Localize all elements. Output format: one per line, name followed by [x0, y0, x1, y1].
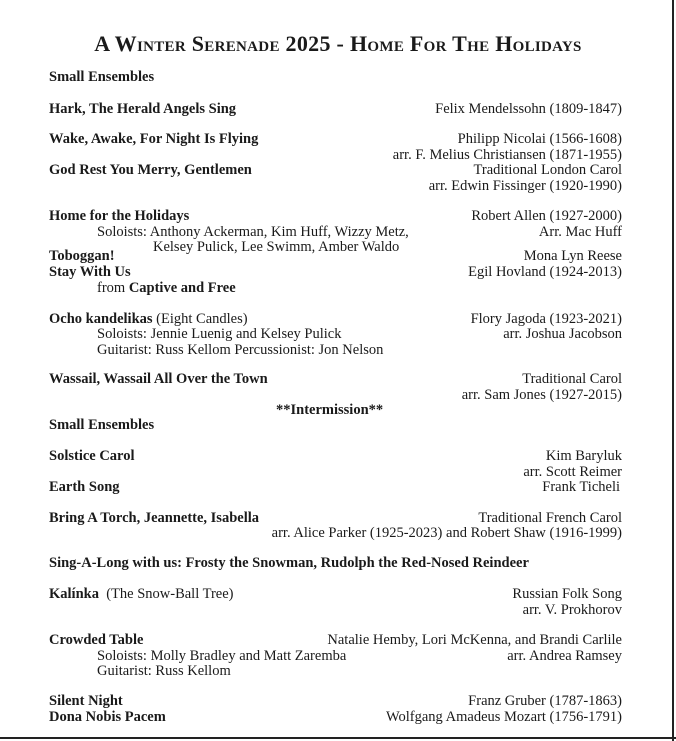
piece-title: Ocho kandelikas [49, 311, 153, 327]
piece-title: Solstice Carol [49, 448, 135, 464]
composer: Flory Jagoda (1923-2021) [470, 311, 622, 327]
composer: Wolfgang Amadeus Mozart (1756-1791) [385, 709, 622, 725]
arranger: arr. Edwin Fissinger (1920-1990) [428, 178, 622, 194]
arranger: arr. Joshua Jacobson [503, 326, 622, 342]
composer: Felix Mendelssohn (1809-1847) [435, 101, 622, 117]
arranger: arr. Alice Parker (1925-2023) and Robert Shaw (1916-1999) [271, 525, 622, 541]
piece-title: Wassail, Wassail All Over the Town [49, 371, 268, 387]
composer: Philipp Nicolai (1566-1608) [457, 131, 622, 147]
piece-subtitle: (The Snow-Ball Tree) [106, 586, 234, 602]
from-label: from [97, 280, 126, 296]
piece-title: Stay With Us [49, 264, 131, 280]
program-title: A Winter Serenade 2025 - Home For The Holidays [94, 31, 582, 56]
composer: Traditional London Carol [473, 162, 622, 178]
soloists: Soloists: Anthony Ackerman, Kim Huff, Wizzy Metz, [97, 224, 409, 240]
arranger: arr. Sam Jones (1927-2015) [461, 387, 622, 403]
piece-subtitle: (Eight Candles) [156, 311, 248, 327]
piece-title: Kalínka [49, 586, 99, 602]
composer: Egil Hovland (1924-2013) [468, 264, 622, 280]
composer: Kim Baryluk [545, 448, 622, 464]
arranger: arr. Andrea Ramsey [507, 648, 622, 664]
soloists: Soloists: Molly Bradley and Matt Zaremba [97, 648, 347, 664]
composer: Frank Ticheli [542, 479, 620, 495]
composer: Natalie Hemby, Lori McKenna, and Brandi Carlile [327, 632, 622, 648]
source-work [97, 280, 236, 297]
piece-title: Wake, Awake, For Night Is Flying [49, 131, 259, 147]
composer: Robert Allen (1927-2000) [471, 208, 622, 224]
composer: Traditional Carol [522, 371, 622, 387]
composer: Mona Lyn Reese [523, 248, 622, 264]
arranger: arr. V. Prokhorov [522, 602, 622, 618]
arranger: arr. Scott Reimer [523, 464, 622, 480]
arranger: arr. F. Melius Christiansen (1871-1955) [392, 147, 622, 163]
piece-line [49, 586, 233, 603]
composer: Russian Folk Song [512, 586, 622, 602]
piece-title: Toboggan! [49, 248, 115, 264]
piece-title: Dona Nobis Pacem [49, 709, 166, 725]
piece-title: Earth Song [49, 479, 120, 495]
soloists: Soloists: Jennie Luenig and Kelsey Pulick [97, 326, 342, 342]
piece-title: Crowded Table [49, 632, 144, 648]
source-title: Captive and Free [128, 280, 236, 296]
piece-title: God Rest You Merry, Gentlemen [49, 162, 252, 178]
sing-along: Sing-A-Long with us: Frosty the Snowman, Rudolph the Red-Nosed Reindeer [49, 555, 529, 571]
arranger: Arr. Mac Huff [538, 224, 622, 240]
composer: Franz Gruber (1787-1863) [468, 693, 622, 709]
page-border-bottom [0, 737, 676, 739]
composer: Traditional French Carol [478, 510, 622, 526]
piece-title: Bring A Torch, Jeannette, Isabella [49, 510, 260, 526]
soloists-cont: Kelsey Pulick, Lee Swimm, Amber Waldo [153, 239, 400, 255]
instrumentalists: Guitarist: Russ Kellom [97, 663, 231, 679]
section-heading: Small Ensembles [49, 69, 155, 85]
instrumentalists: Guitarist: Russ Kellom Percussionist: Jon Nelson [97, 342, 384, 358]
piece-title: Home for the Holidays [49, 208, 190, 224]
section-heading: Small Ensembles [49, 417, 155, 433]
intermission: **Intermission** [276, 402, 384, 418]
piece-title: Hark, The Herald Angels Sing [49, 101, 237, 117]
piece-title: Silent Night [49, 693, 123, 709]
page-border-right [672, 0, 674, 741]
